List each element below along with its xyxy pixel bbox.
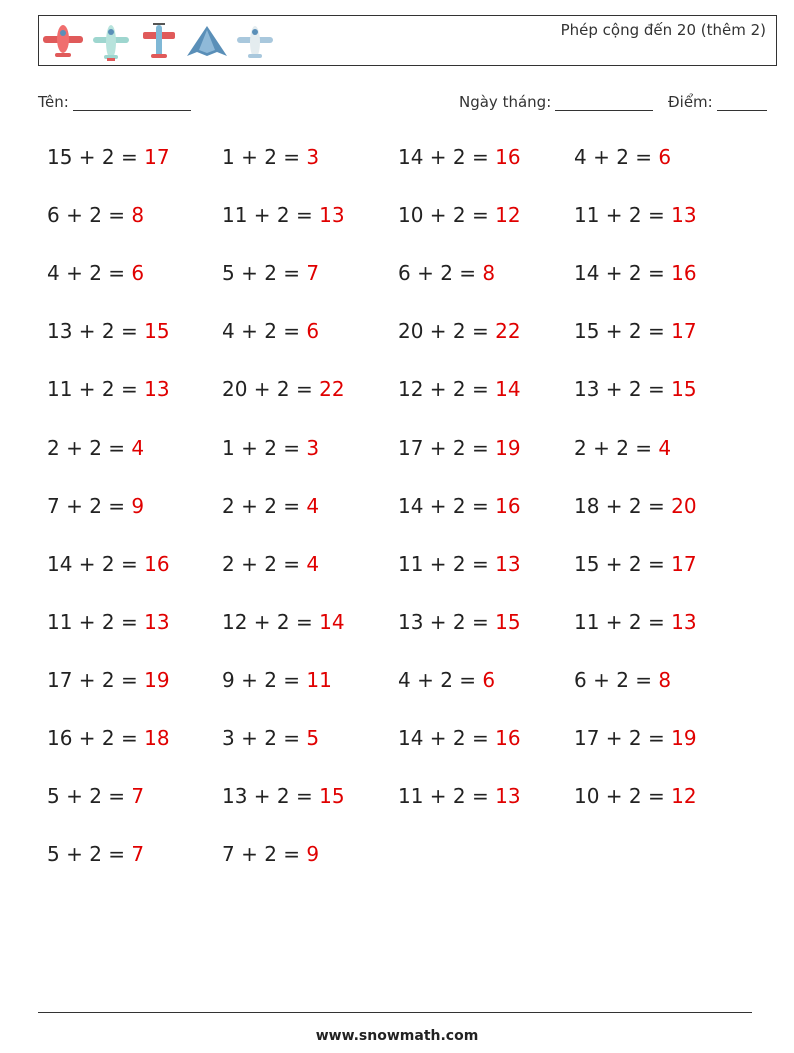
problem-item <box>222 784 345 808</box>
problem-question: 15 + 2 = <box>574 551 672 576</box>
problem-item <box>47 668 170 692</box>
problem-item <box>398 203 521 227</box>
problem-question: 3 + 2 = <box>222 726 307 750</box>
problem-item <box>47 145 170 169</box>
problem-question: 17 + 2 = <box>47 667 145 692</box>
problem-question: 13 + 2 = <box>574 377 672 402</box>
problem-answer: 18 <box>144 726 170 750</box>
score-line[interactable] <box>717 94 767 111</box>
problem-question: 5 + 2 = <box>222 261 307 286</box>
name-label: Tên: <box>38 93 69 111</box>
problem-item <box>222 319 319 343</box>
plane-white-icon <box>233 20 277 64</box>
problem-answer: 16 <box>144 551 170 576</box>
problem-item <box>398 261 495 285</box>
plane-teal-icon <box>89 20 133 64</box>
problem-answer: 15 <box>671 377 697 402</box>
problem-answer: 20 <box>671 493 697 518</box>
problem-question: 11 + 2 = <box>222 203 320 228</box>
problem-answer: 6 <box>306 319 320 344</box>
problem-item <box>47 552 170 576</box>
problem-item <box>222 842 319 866</box>
problem-answer: 8 <box>658 667 672 692</box>
problem-answer: 3 <box>306 435 320 460</box>
problem-item <box>222 203 345 227</box>
problem-item <box>47 842 144 866</box>
problem-item <box>222 377 345 401</box>
problem-item <box>574 610 697 634</box>
score-label: Điểm: <box>668 93 713 111</box>
problem-answer: 16 <box>495 726 521 750</box>
problem-question: 13 + 2 = <box>47 319 145 344</box>
problem-question: 17 + 2 = <box>574 726 672 750</box>
problem-question: 5 + 2 = <box>47 784 132 809</box>
problem-answer: 6 <box>658 145 672 169</box>
problem-question: 12 + 2 = <box>398 377 496 402</box>
problem-item <box>222 145 319 169</box>
problem-item <box>398 319 521 343</box>
problem-answer: 7 <box>131 784 145 809</box>
problem-item <box>222 494 319 518</box>
problem-answer: 16 <box>495 145 521 169</box>
problem-item <box>222 552 319 576</box>
problem-question: 18 + 2 = <box>574 493 672 518</box>
problem-answer: 3 <box>306 145 320 169</box>
problem-question: 9 + 2 = <box>222 667 307 692</box>
problem-answer: 13 <box>319 203 345 228</box>
problem-item <box>574 261 697 285</box>
problem-answer: 15 <box>495 609 521 634</box>
problem-question: 14 + 2 = <box>47 551 145 576</box>
problem-item <box>47 319 170 343</box>
problem-answer: 15 <box>144 319 170 344</box>
problem-answer: 15 <box>319 784 345 809</box>
problem-answer: 4 <box>658 435 672 460</box>
problem-answer: 19 <box>671 726 697 750</box>
problem-item <box>574 726 697 750</box>
problem-answer: 13 <box>144 377 170 402</box>
problem-answer: 4 <box>306 551 320 576</box>
problem-item <box>222 261 319 285</box>
problem-answer: 9 <box>131 493 145 518</box>
stealth-plane-icon <box>185 20 229 64</box>
problem-question: 1 + 2 = <box>222 435 307 460</box>
problem-item <box>47 377 170 401</box>
problem-answer: 22 <box>495 319 521 344</box>
problem-answer: 4 <box>131 435 145 460</box>
problem-item <box>574 494 697 518</box>
problem-question: 20 + 2 = <box>222 377 320 402</box>
problem-question: 7 + 2 = <box>222 842 307 867</box>
problem-answer: 5 <box>306 726 320 750</box>
problem-answer: 19 <box>144 667 170 692</box>
problem-item <box>47 203 144 227</box>
problem-item <box>574 377 697 401</box>
problem-answer: 19 <box>495 435 521 460</box>
problem-answer: 16 <box>495 493 521 518</box>
problem-item <box>47 726 170 750</box>
name-line[interactable] <box>73 94 191 111</box>
problem-item <box>47 610 170 634</box>
problem-question: 14 + 2 = <box>398 726 496 750</box>
problem-item <box>398 145 521 169</box>
name-field <box>38 93 191 111</box>
problem-answer: 13 <box>144 609 170 634</box>
problem-question: 12 + 2 = <box>222 609 320 634</box>
problem-question: 10 + 2 = <box>574 784 672 809</box>
problem-question: 13 + 2 = <box>398 609 496 634</box>
problem-answer: 8 <box>482 261 496 286</box>
problem-item <box>47 784 144 808</box>
problem-question: 11 + 2 = <box>47 609 145 634</box>
plane-propeller-icon <box>137 20 181 64</box>
problem-question: 11 + 2 = <box>574 609 672 634</box>
problem-answer: 17 <box>144 145 170 169</box>
plane-red-icon <box>41 20 85 64</box>
problem-item <box>398 610 521 634</box>
worksheet-title: Phép cộng đến 20 (thêm 2) <box>560 21 766 39</box>
problem-item <box>398 377 521 401</box>
problem-item <box>398 552 521 576</box>
problem-answer: 14 <box>319 609 345 634</box>
problem-answer: 6 <box>131 261 145 286</box>
problem-question: 11 + 2 = <box>574 203 672 228</box>
problem-question: 4 + 2 = <box>222 319 307 344</box>
worksheet-header <box>38 15 777 66</box>
problem-answer: 9 <box>306 842 320 867</box>
problem-item <box>47 494 144 518</box>
problem-question: 20 + 2 = <box>398 319 496 344</box>
date-label: Ngày tháng: <box>459 93 552 111</box>
problem-question: 2 + 2 = <box>222 493 307 518</box>
problem-item <box>574 784 697 808</box>
problem-question: 14 + 2 = <box>398 493 496 518</box>
problem-item <box>222 668 332 692</box>
problem-answer: 13 <box>671 609 697 634</box>
problem-answer: 7 <box>131 842 145 867</box>
problem-item <box>398 668 495 692</box>
problem-question: 15 + 2 = <box>574 319 672 344</box>
problem-question: 5 + 2 = <box>47 842 132 867</box>
problem-answer: 17 <box>671 319 697 344</box>
footer-divider <box>38 1012 752 1013</box>
problem-question: 14 + 2 = <box>574 261 672 286</box>
problem-question: 4 + 2 = <box>47 261 132 286</box>
problem-question: 17 + 2 = <box>398 435 496 460</box>
problem-answer: 16 <box>671 261 697 286</box>
problem-question: 2 + 2 = <box>222 551 307 576</box>
problem-item <box>574 203 697 227</box>
problem-question: 6 + 2 = <box>574 667 659 692</box>
problem-answer: 22 <box>319 377 345 402</box>
problem-item <box>574 436 671 460</box>
problem-question: 7 + 2 = <box>47 493 132 518</box>
problem-item <box>47 261 144 285</box>
problem-question: 11 + 2 = <box>398 551 496 576</box>
problem-question: 14 + 2 = <box>398 145 496 169</box>
problem-answer: 14 <box>495 377 521 402</box>
problem-question: 16 + 2 = <box>47 726 145 750</box>
problem-item <box>398 436 521 460</box>
plane-icons <box>41 20 277 64</box>
problem-question: 13 + 2 = <box>222 784 320 809</box>
problem-answer: 12 <box>495 203 521 228</box>
problem-item <box>222 726 319 750</box>
problem-question: 15 + 2 = <box>47 145 145 169</box>
problem-item <box>222 436 319 460</box>
problem-item <box>574 668 671 692</box>
problem-answer: 12 <box>671 784 697 809</box>
problem-answer: 6 <box>482 667 496 692</box>
problem-answer: 8 <box>131 203 145 228</box>
problem-item <box>398 784 521 808</box>
problem-question: 6 + 2 = <box>47 203 132 228</box>
problem-answer: 17 <box>671 551 697 576</box>
problem-question: 10 + 2 = <box>398 203 496 228</box>
problem-item <box>398 726 521 750</box>
footer-site: www.snowmath.com <box>315 1028 479 1044</box>
problem-question: 1 + 2 = <box>222 145 307 169</box>
problem-answer: 13 <box>495 784 521 809</box>
problem-item <box>398 494 521 518</box>
problem-item <box>574 319 697 343</box>
problem-item <box>574 552 697 576</box>
date-score-fields <box>459 93 767 111</box>
problem-answer: 4 <box>306 493 320 518</box>
problem-answer: 13 <box>671 203 697 228</box>
problem-question: 2 + 2 = <box>47 435 132 460</box>
problem-question: 11 + 2 = <box>47 377 145 402</box>
problem-answer: 11 <box>306 667 332 692</box>
date-line[interactable] <box>555 94 653 111</box>
problem-item <box>574 145 671 169</box>
problem-question: 4 + 2 = <box>574 145 659 169</box>
problem-question: 6 + 2 = <box>398 261 483 286</box>
problem-question: 2 + 2 = <box>574 435 659 460</box>
problem-item <box>222 610 345 634</box>
problem-item <box>47 436 144 460</box>
problem-answer: 13 <box>495 551 521 576</box>
problem-answer: 7 <box>306 261 320 286</box>
problem-question: 11 + 2 = <box>398 784 496 809</box>
problem-question: 4 + 2 = <box>398 667 483 692</box>
